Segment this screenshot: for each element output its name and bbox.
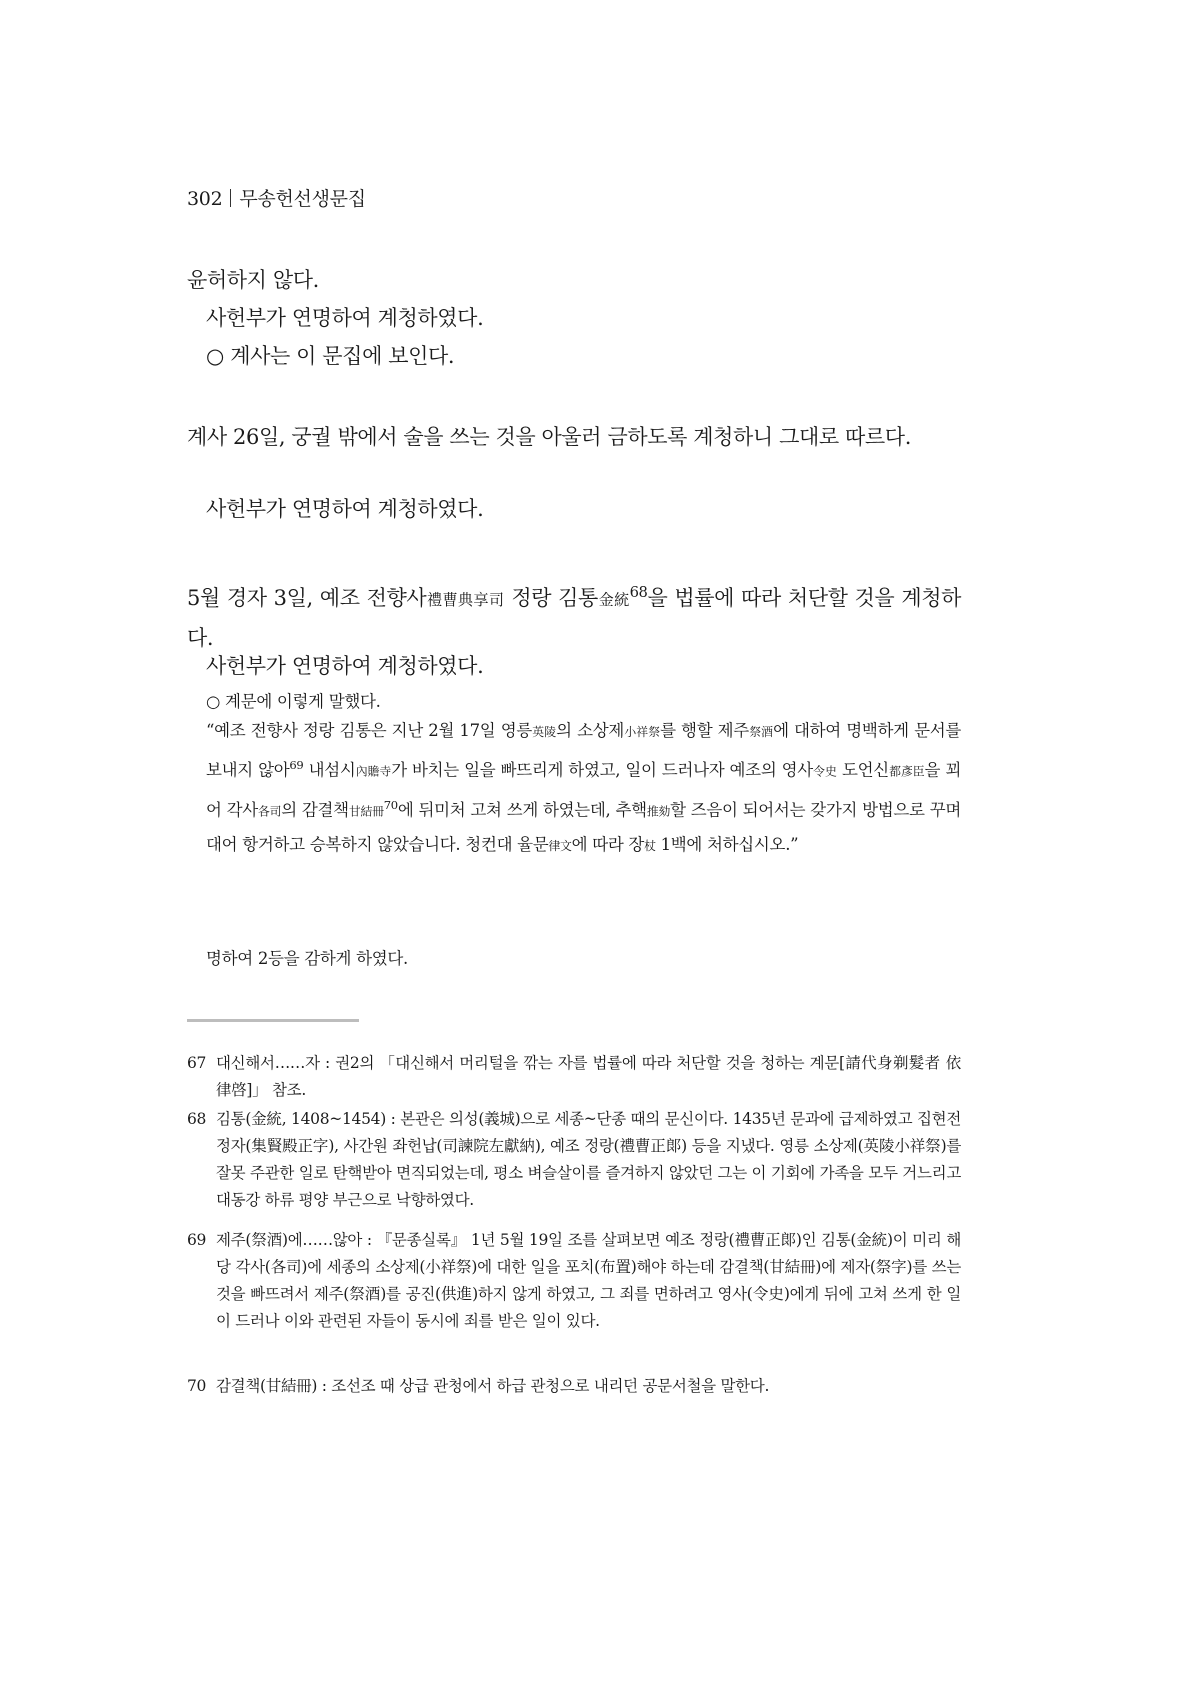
footnote-ref-69: 69 [289,758,304,772]
footnote-ref-70: 70 [383,797,398,812]
entry-1-note: ○ 계사는 이 문집에 보인다. [206,344,455,368]
entry-2-heading: 계사 26일, 궁궐 밖에서 술을 쓰는 것을 아울러 금하도록 계청하니 그대로 따르다. [187,425,911,449]
entry-3-note: ○ 계문에 이렇게 말했다. [206,692,381,711]
entry-1-heading: 윤허하지 않다. [187,268,319,292]
footnote-68: 68 김통(金統, 1408~1454) : 본관은 의성(義城)으로 세종~단종 때의 문신이다. 1435년 문과에 급제하였고 집현전 정자(集賢殿正字), 사간원 좌헌납(司諫院左獻納), 예조 정랑(禮曹正郞) 등을 지냈다. 영릉 소상제(英陵小祥祭)를 잘못 주관한 일로 탄핵받아 면직되었는데, 평소 벼슬살이를 즐겨하지 않았던 그는 이 기회에 가족을 모두 거느리고 대동강 하류 평양 부근으로 낙향하였다. [187,1110,961,1209]
running-header [187,184,366,211]
entry-3-closing: 명하여 2등을 감하게 하였다. [206,949,409,968]
entry-3-heading: 5월 경자 3일, 예조 전향사禮曹典享司 정랑 김통金統$^{68}$을 법률에 따라 처단할 것을 계청하다. [187,584,961,650]
entry-2-line: 사헌부가 연명하여 계청하였다. [206,497,484,521]
footnote-ref-68: 68 [629,584,648,601]
footnote-69: 69 제주(祭酒)에……않아 : 『문종실록』 1년 5월 19일 조를 살펴보면 예조 정랑(禮曹正郞)인 김통(金統)이 미리 해당 각사(各司)에 세종의 소상제(小祥祭)에 대한 일을 포치(布置)해야 하는데 감결책(甘結冊)에 제자(祭字)를 쓰는 것을 빠뜨려서 제주(祭酒)를 공진(供進)하지 않게 하였고, 그 죄를 면하려고 영사(令史)에게 뒤에 고쳐 쓰게 한 일이 드러나 이와 관련된 자들이 동시에 죄를 받은 일이 있다. [187,1231,961,1330]
footnote-67: 67 대신해서……자 : 권2의 「대신해서 머리털을 깎는 자를 법률에 따라 처단할 것을 청하는 계문[請代身剃髮者 依律啓]」 참조. [187,1054,961,1099]
entry-3-line: 사헌부가 연명하여 계청하였다. [206,654,484,678]
page-number: 302 [187,188,223,210]
entry-1-line: 사헌부가 연명하여 계청하였다. [206,306,484,330]
book-title: 무송헌선생문집 [239,188,366,210]
footnote-rule [187,1019,359,1022]
memorial-quote: “예조 전향사 정랑 김통은 지난 2월 17일 영릉英陵의 소상제小祥祭를 행할 제주祭酒에 대하여 명백하게 문서를 보내지 않아$^{69}$ 내섬시內贍寺가 바치는 일을 빠뜨리게 하였고, 일이 드러나자 예조의 영사令史 도언신都彥臣을 꾀어 각사各司의 감결책甘結冊$^{70}$에 뒤미처 고쳐 쓰게 하였는데, 추핵推劾할 즈음이 되어서는 갖가지 방법으로 꾸며 대어 항거하고 승복하지 않았습니다. 청컨대 율문律文에 따라 장杖 1백에 처하십시오.” [206,721,961,854]
footnote-70: 70 감결책(甘結冊) : 조선조 때 상급 관청에서 하급 관청으로 내리던 공문서철을 말한다. [187,1377,770,1395]
header-divider [230,189,231,207]
